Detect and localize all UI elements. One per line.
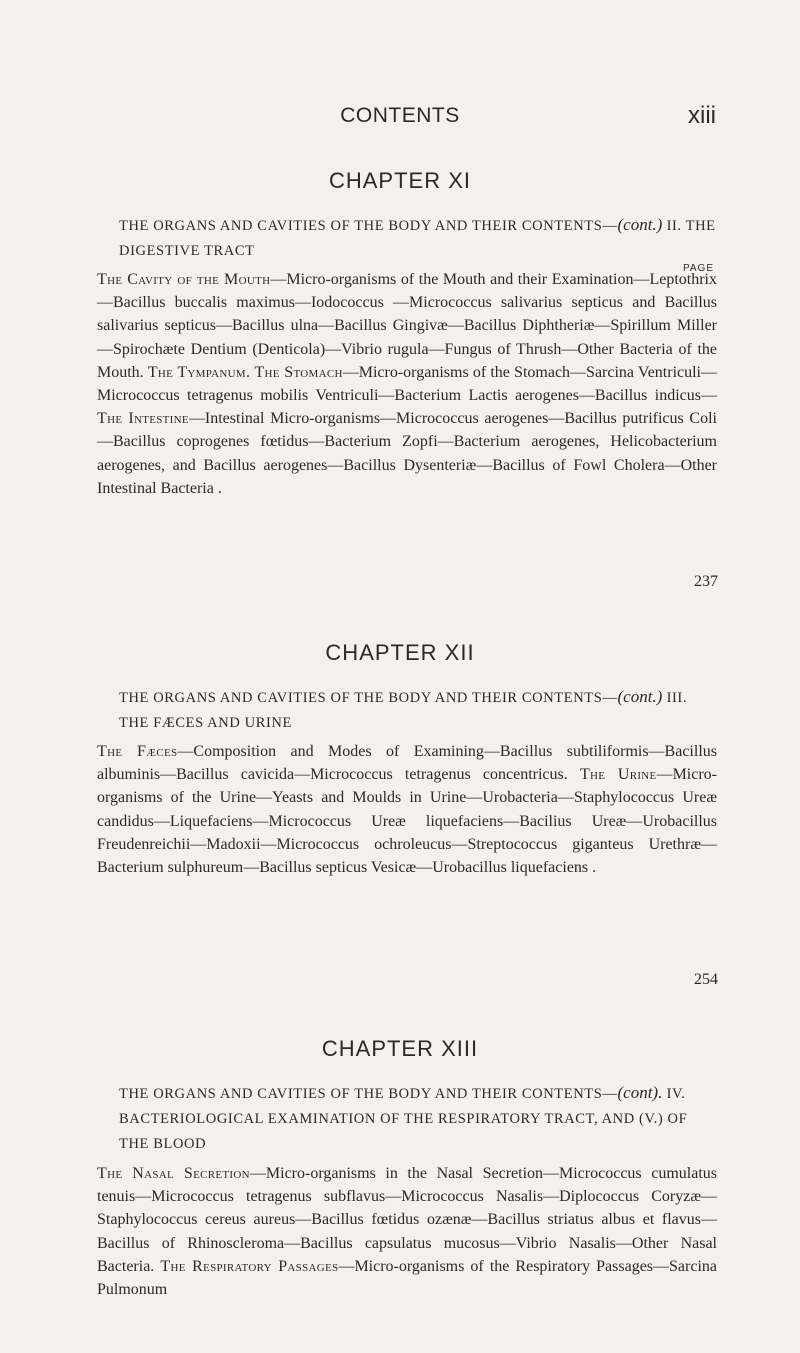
chapter-xii-title: CHAPTER XII: [325, 640, 475, 665]
running-head: [0, 100, 800, 130]
chapter-xi-summary: [97, 268, 717, 500]
subtitle-cont: (cont.): [617, 687, 663, 706]
chapter-xi-title: CHAPTER XI: [328, 168, 472, 193]
section-heading: The Nasal Secretion: [97, 1165, 250, 1182]
summary-text: —Composition and Modes of Examining—Bacillus subtiliformis—Bacillus albuminis—Bacillus cavicida—Micrococcus tetragenus concentricus.: [97, 743, 717, 784]
subtitle-text: II. THE DIGESTIVE TRACT: [119, 218, 716, 259]
chapter-xi-subtitle: [119, 212, 719, 264]
summary-text: —Micro-organisms of the Respiratory Passages—Sarcina Pulmonum: [97, 1257, 718, 1299]
subtitle-text: THE ORGANS AND CAVITIES OF THE BODY AND THEIR CONTENTS—: [119, 690, 618, 706]
section-heading: The Urine: [579, 766, 657, 784]
chapter-xii-subtitle: [119, 684, 719, 736]
running-head-title: CONTENTS: [340, 104, 460, 127]
summary-text: —Micro-organisms of the Urine—Yeasts and Moulds in Urine—Urobacteria—Staphylococcus Ureæ candidus—Liquefaciens—Micrococcus Ureæ liquefaciens—Bacilius Ureæ—Urobacillus Freudenreichii—Madoxii—Micrococcus ochroleucus—Streptococcus giganteus Urethræ—Bacterium sulphureum—Bacillus septicus Vesicæ—Urobacillus liquefaciens .: [97, 766, 718, 877]
section-heading: The Fæces: [97, 743, 178, 760]
chapter-xiii-title: CHAPTER XIII: [321, 1036, 479, 1061]
chapter-xiii-subtitle: [119, 1080, 719, 1157]
running-head-page-number: xiii: [688, 102, 716, 129]
page-column-label: PAGE: [682, 263, 714, 274]
subtitle-text: THE ORGANS AND CAVITIES OF THE BODY AND THEIR CONTENTS—: [119, 218, 618, 234]
subtitle-cont: (cont).: [617, 1083, 663, 1102]
chapter-xii-summary: [97, 740, 717, 879]
summary-text: —Intestinal Micro-organisms—Micrococcus aerogenes—Bacillus putrificus Coli—Bacillus coprogenes fœtidus—Bacterium Zopfi—Bacterium aerogenes, Helicobacterium aerogenes, and Bacillus aerogenes—Bacillus Dysenteriæ—Bacillus of Fowl Cholera—Other Intestinal Bacteria .: [97, 410, 717, 497]
chapter-xii-page-number: 254: [694, 971, 718, 988]
section-heading: The Respiratory Passages: [160, 1257, 339, 1275]
summary-text: —Micro-organisms of the Mouth and their Examination—Leptothrix—Bacillus buccalis maximus—Iodococcus —Micrococcus salivarius septicus and Bacillus salivarius septicus—Bacillus ulna—Bacillus Gingivæ—Bacillus Diphtheriæ—Spirillum Miller—Spirochæte Dentium (Denticola)—Vibrio rugula—Fungus of Thrush—Other Bacteria of the Mouth.: [97, 271, 717, 381]
section-heading: The Intestine: [97, 410, 189, 428]
subtitle-cont: (cont.): [617, 215, 663, 234]
summary-text: —Micro-organisms of the Stomach—Sarcina Ventriculi—Micrococcus tetragenus mobilis Ventriculi—Bacterium Lactis aerogenes—Bacillus indicus—: [97, 363, 717, 405]
chapter-xiii-summary: [97, 1162, 717, 1301]
subtitle-text: IV. BACTERIOLOGICAL EXAMINATION OF THE RESPIRATORY TRACT, AND (V.) OF THE BLOOD: [119, 1086, 688, 1152]
section-heading: The Cavity of the Mouth: [97, 271, 271, 288]
subtitle-text: THE ORGANS AND CAVITIES OF THE BODY AND THEIR CONTENTS—: [119, 1086, 618, 1102]
subtitle-text: III. THE FÆCES AND URINE: [119, 690, 688, 731]
summary-text: —Micro-organisms in the Nasal Secretion—Micrococcus cumulatus tenuis—Micrococcus tetragenus subflavus—Micrococcus Nasalis—Diplococcus Coryzæ—Staphylococcus cereus aureus—Bacillus fœtidus ozænæ—Bacillus striatus albus et flavus—Bacillus of Rhinoscleroma—Bacillus capsulatus mucosus—Vibrio Nasalis—Other Nasal Bacteria.: [97, 1165, 718, 1275]
section-heading: The Tympanum. The Stomach: [147, 363, 343, 381]
chapter-xi-page-number: 237: [694, 573, 718, 590]
